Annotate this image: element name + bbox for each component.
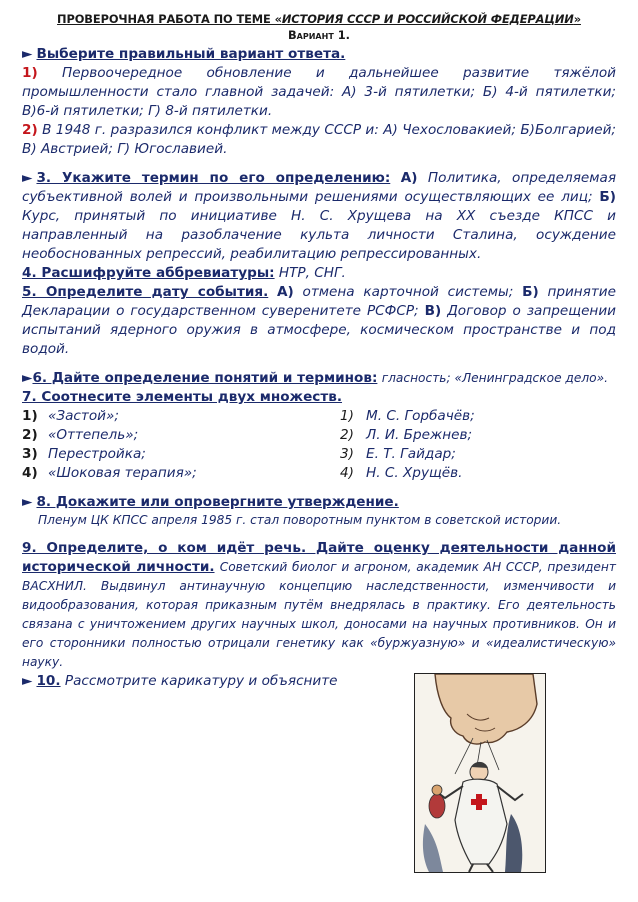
variant-label: Вариант 1. bbox=[288, 28, 350, 42]
task-4: 4. Расшифруйте аббревиатуры: НТР, СНГ. bbox=[22, 265, 346, 281]
task-5: 5. Определите дату события. А) отмена карточной системы; Б) принятие Декларации о государственном суверенитете РСФСР; В) Договор о запрещении испытаний ядерного оружия в атмосфере, космическом пространстве и под водой. bbox=[22, 284, 616, 357]
worksheet bbox=[22, 12, 616, 691]
caricature-drawing bbox=[415, 674, 545, 872]
task-3: ► 3. Укажите термин по его определению: А) Политика, определяемая субъективной волей и произвольными решениями осуществляющих ее лиц; Б) Курс, принятый по инициативе Н. С. Хрущева на XX съезде КПСС и направленный на разоблачение культа личности Сталина, осуждение необоснованных репрессий, реабилитацию репрессированных. bbox=[22, 170, 616, 262]
list-item: 3) Перестройка; bbox=[22, 446, 146, 462]
task-6: ►6. Дайте определение понятий и терминов: гласность; «Ленинградское дело». bbox=[22, 370, 609, 386]
question-2: 2) В 1948 г. разразился конфликт между СССР и: А) Чехословакией; Б)Болгарией; В) Австрией; Г) Югославией. bbox=[22, 122, 616, 157]
list-item: 2) Л. И. Брежнев; bbox=[340, 427, 473, 443]
task-10: ► 10. Рассмотрите карикатуру и объясните bbox=[22, 673, 338, 689]
task-7-sets bbox=[22, 407, 616, 483]
list-item: 2) «Оттепель»; bbox=[22, 427, 139, 443]
list-item: 1) М. С. Горбачёв; bbox=[340, 408, 475, 424]
section1-instruction: ► Выберите правильный вариант ответа. bbox=[22, 46, 346, 62]
list-item: 4) «Шоковая терапия»; bbox=[22, 465, 197, 481]
list-item: 3) Е. Т. Гайдар; bbox=[340, 446, 456, 462]
arrow-marker-icon: ► bbox=[22, 370, 33, 386]
task-8: ► 8. Докажите или опровергните утверждение. bbox=[22, 494, 399, 510]
arrow-marker-icon: ► bbox=[22, 46, 33, 62]
task-7-heading: 7. Соотнесите элементы двух множеств. bbox=[22, 389, 343, 405]
arrow-marker-icon: ► bbox=[22, 494, 33, 510]
caricature-image bbox=[414, 673, 546, 873]
task-7-right-set bbox=[340, 407, 616, 483]
arrow-marker-icon: ► bbox=[22, 170, 33, 186]
list-item: 1) «Застой»; bbox=[22, 408, 119, 424]
arrow-marker-icon: ► bbox=[22, 673, 33, 689]
list-item: 4) Н. С. Хрущёв. bbox=[340, 465, 463, 481]
worksheet-title: ПРОВЕРОЧНАЯ РАБОТА ПО ТЕМЕ «ИСТОРИЯ СССР И РОССИЙСКОЙ ФЕДЕРАЦИИ» bbox=[57, 12, 581, 26]
task-8-statement: Пленум ЦК КПСС апреля 1985 г. стал поворотным пунктом в советской истории. bbox=[38, 513, 562, 527]
task-7-left-set bbox=[22, 407, 340, 483]
task-9: 9. Определите, о ком идёт речь. Дайте оценку деятельности данной исторической личности. Советский биолог и агроном, академик АН СССР, президент ВАСХНИЛ. Выдвинул антинаучную концепцию наследственности, изменчивости и видообразования, которая приказным путём внедрялась в практику. Его деятельность связана с уничтожением других научных школ, доносами на научных противников. Он и его сторонники полностью отрицали генетику как «буржуазную» и «идеалистическую» науку. bbox=[22, 540, 616, 669]
question-1: 1) Первоочередное обновление и дальнейшее развитие тяжёлой промышленности стало главной задачей: А) 3-й пятилетки; Б) 4-й пятилетки; В)6-й пятилетки; Г) 8-й пятилетки. bbox=[22, 65, 616, 119]
